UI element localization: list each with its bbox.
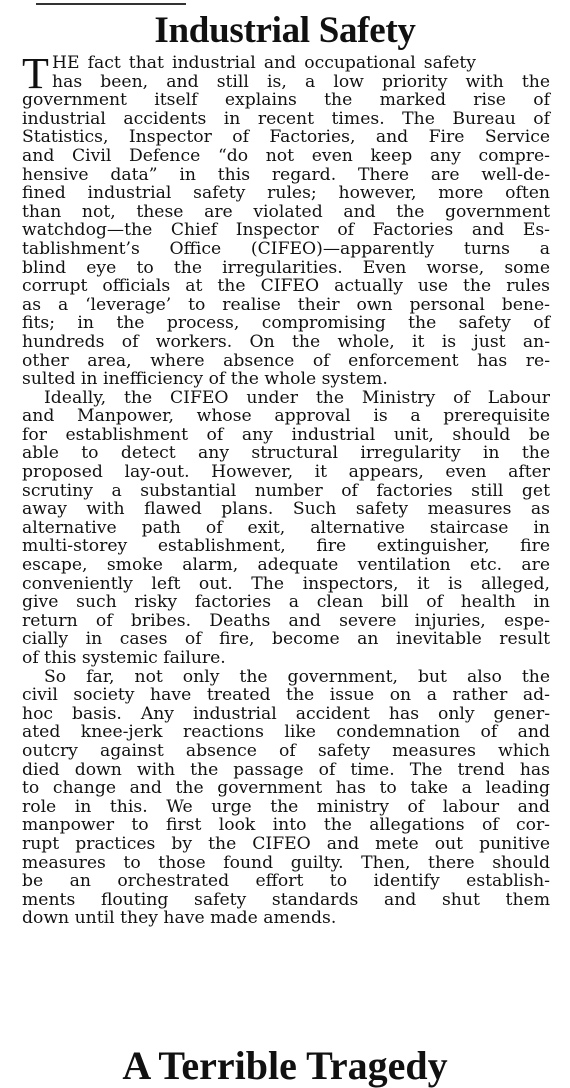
- text-line: fits; in the process, compromising the safety of: [22, 313, 550, 334]
- text-line: hensive data” in this regard. There are well-de-: [22, 164, 550, 185]
- text-line: hoc basis. Any industrial accident has only gener-: [22, 703, 550, 724]
- article-headline: Industrial Safety: [154, 10, 416, 51]
- paragraph-3: [22, 668, 550, 928]
- text-line: Statistics, Inspector of Factories, and Fire Service: [22, 127, 550, 148]
- text-line: scrutiny a substantial number of factories still get: [22, 480, 550, 501]
- text-line: cially in cases of fire, become an inevitable result: [22, 629, 550, 650]
- text-line: tablishment’s Office (CIFEO)—apparently turns a: [22, 238, 550, 259]
- article-body: [22, 49, 550, 929]
- text-line: and Civil Defence “do not even keep any compre-: [22, 145, 550, 166]
- next-article-headline: A Terrible Tragedy: [122, 1043, 448, 1088]
- text-line: conveniently left out. The inspectors, it is alleged,: [22, 573, 550, 594]
- text-line: other area, where absence of enforcement has re-: [22, 350, 550, 371]
- text-line: away with flawed plans. Such safety measures as: [22, 499, 550, 520]
- text-line: Ideally, the CIFEO under the Ministry of Labour: [44, 387, 550, 408]
- text-line: rupt practices by the CIFEO and mete out punitive: [22, 833, 550, 854]
- text-line: multi-storey establishment, fire extinguisher, fire: [22, 536, 550, 557]
- text-line: escape, smoke alarm, adequate ventilation etc. are: [22, 555, 550, 576]
- top-rule: [36, 0, 186, 5]
- text-line: watchdog—the Chief Inspector of Factories and Es-: [22, 220, 550, 241]
- text-line: hundreds of workers. On the whole, it is just an-: [22, 331, 550, 352]
- text-line: government itself explains the marked rise of: [22, 90, 550, 111]
- text-line: blind eye to the irregularities. Even worse, some: [22, 257, 550, 278]
- text-line: outcry against absence of safety measures which: [22, 740, 550, 761]
- text-line: ments flouting safety standards and shut them: [22, 889, 550, 910]
- text-line: be an orchestrated effort to identify establish-: [22, 871, 550, 892]
- paragraph-1: [22, 49, 550, 390]
- text-line: So far, not only the government, but also the: [44, 666, 550, 687]
- text-line: proposed lay-out. However, it appears, even after: [22, 462, 550, 483]
- text-line: fined industrial safety rules; however, more often: [22, 183, 550, 204]
- text-line: corrupt officials at the CIFEO actually use the rules: [22, 276, 550, 297]
- text-line: and Manpower, whose approval is a prerequisite: [22, 406, 550, 427]
- text-line: return of bribes. Deaths and severe injuries, espe-: [22, 610, 550, 631]
- paragraph-2: [22, 389, 550, 668]
- text-line: died down with the passage of time. The trend has: [22, 759, 550, 780]
- text-line: for establishment of any industrial unit, should be: [22, 424, 550, 445]
- text-line: industrial accidents in recent times. The Bureau of: [22, 108, 550, 129]
- text-line: has been, and still is, a low priority with the: [52, 71, 550, 92]
- text-line: than not, these are violated and the government: [22, 201, 550, 222]
- text-line: manpower to first look into the allegations of cor-: [22, 815, 550, 836]
- text-line: to change and the government has to take a leading: [22, 778, 550, 799]
- text-line: alternative path of exit, alternative staircase in: [22, 517, 550, 538]
- drop-cap: T: [22, 49, 49, 98]
- text-line: as a ‘leverage’ to realise their own personal bene-: [22, 294, 550, 315]
- text-line: give such risky factories a clean bill of health in: [22, 592, 550, 613]
- text-line: civil society have treated the issue on a rather ad-: [22, 685, 550, 706]
- text-line: measures to those found guilty. Then, there should: [22, 852, 550, 873]
- text-line: sulted in inefficiency of the whole system.: [22, 369, 388, 390]
- text-line: able to detect any structural irregularity in the: [22, 443, 550, 464]
- text-line: T HE fact that industrial and occupational safety: [22, 49, 476, 98]
- text-line: role in this. We urge the ministry of labour and: [22, 796, 550, 817]
- text-line: down until they have made amends.: [22, 908, 337, 929]
- text-line: ated knee-jerk reactions like condemnation of and: [22, 722, 550, 743]
- text-line: of this systemic failure.: [22, 648, 226, 668]
